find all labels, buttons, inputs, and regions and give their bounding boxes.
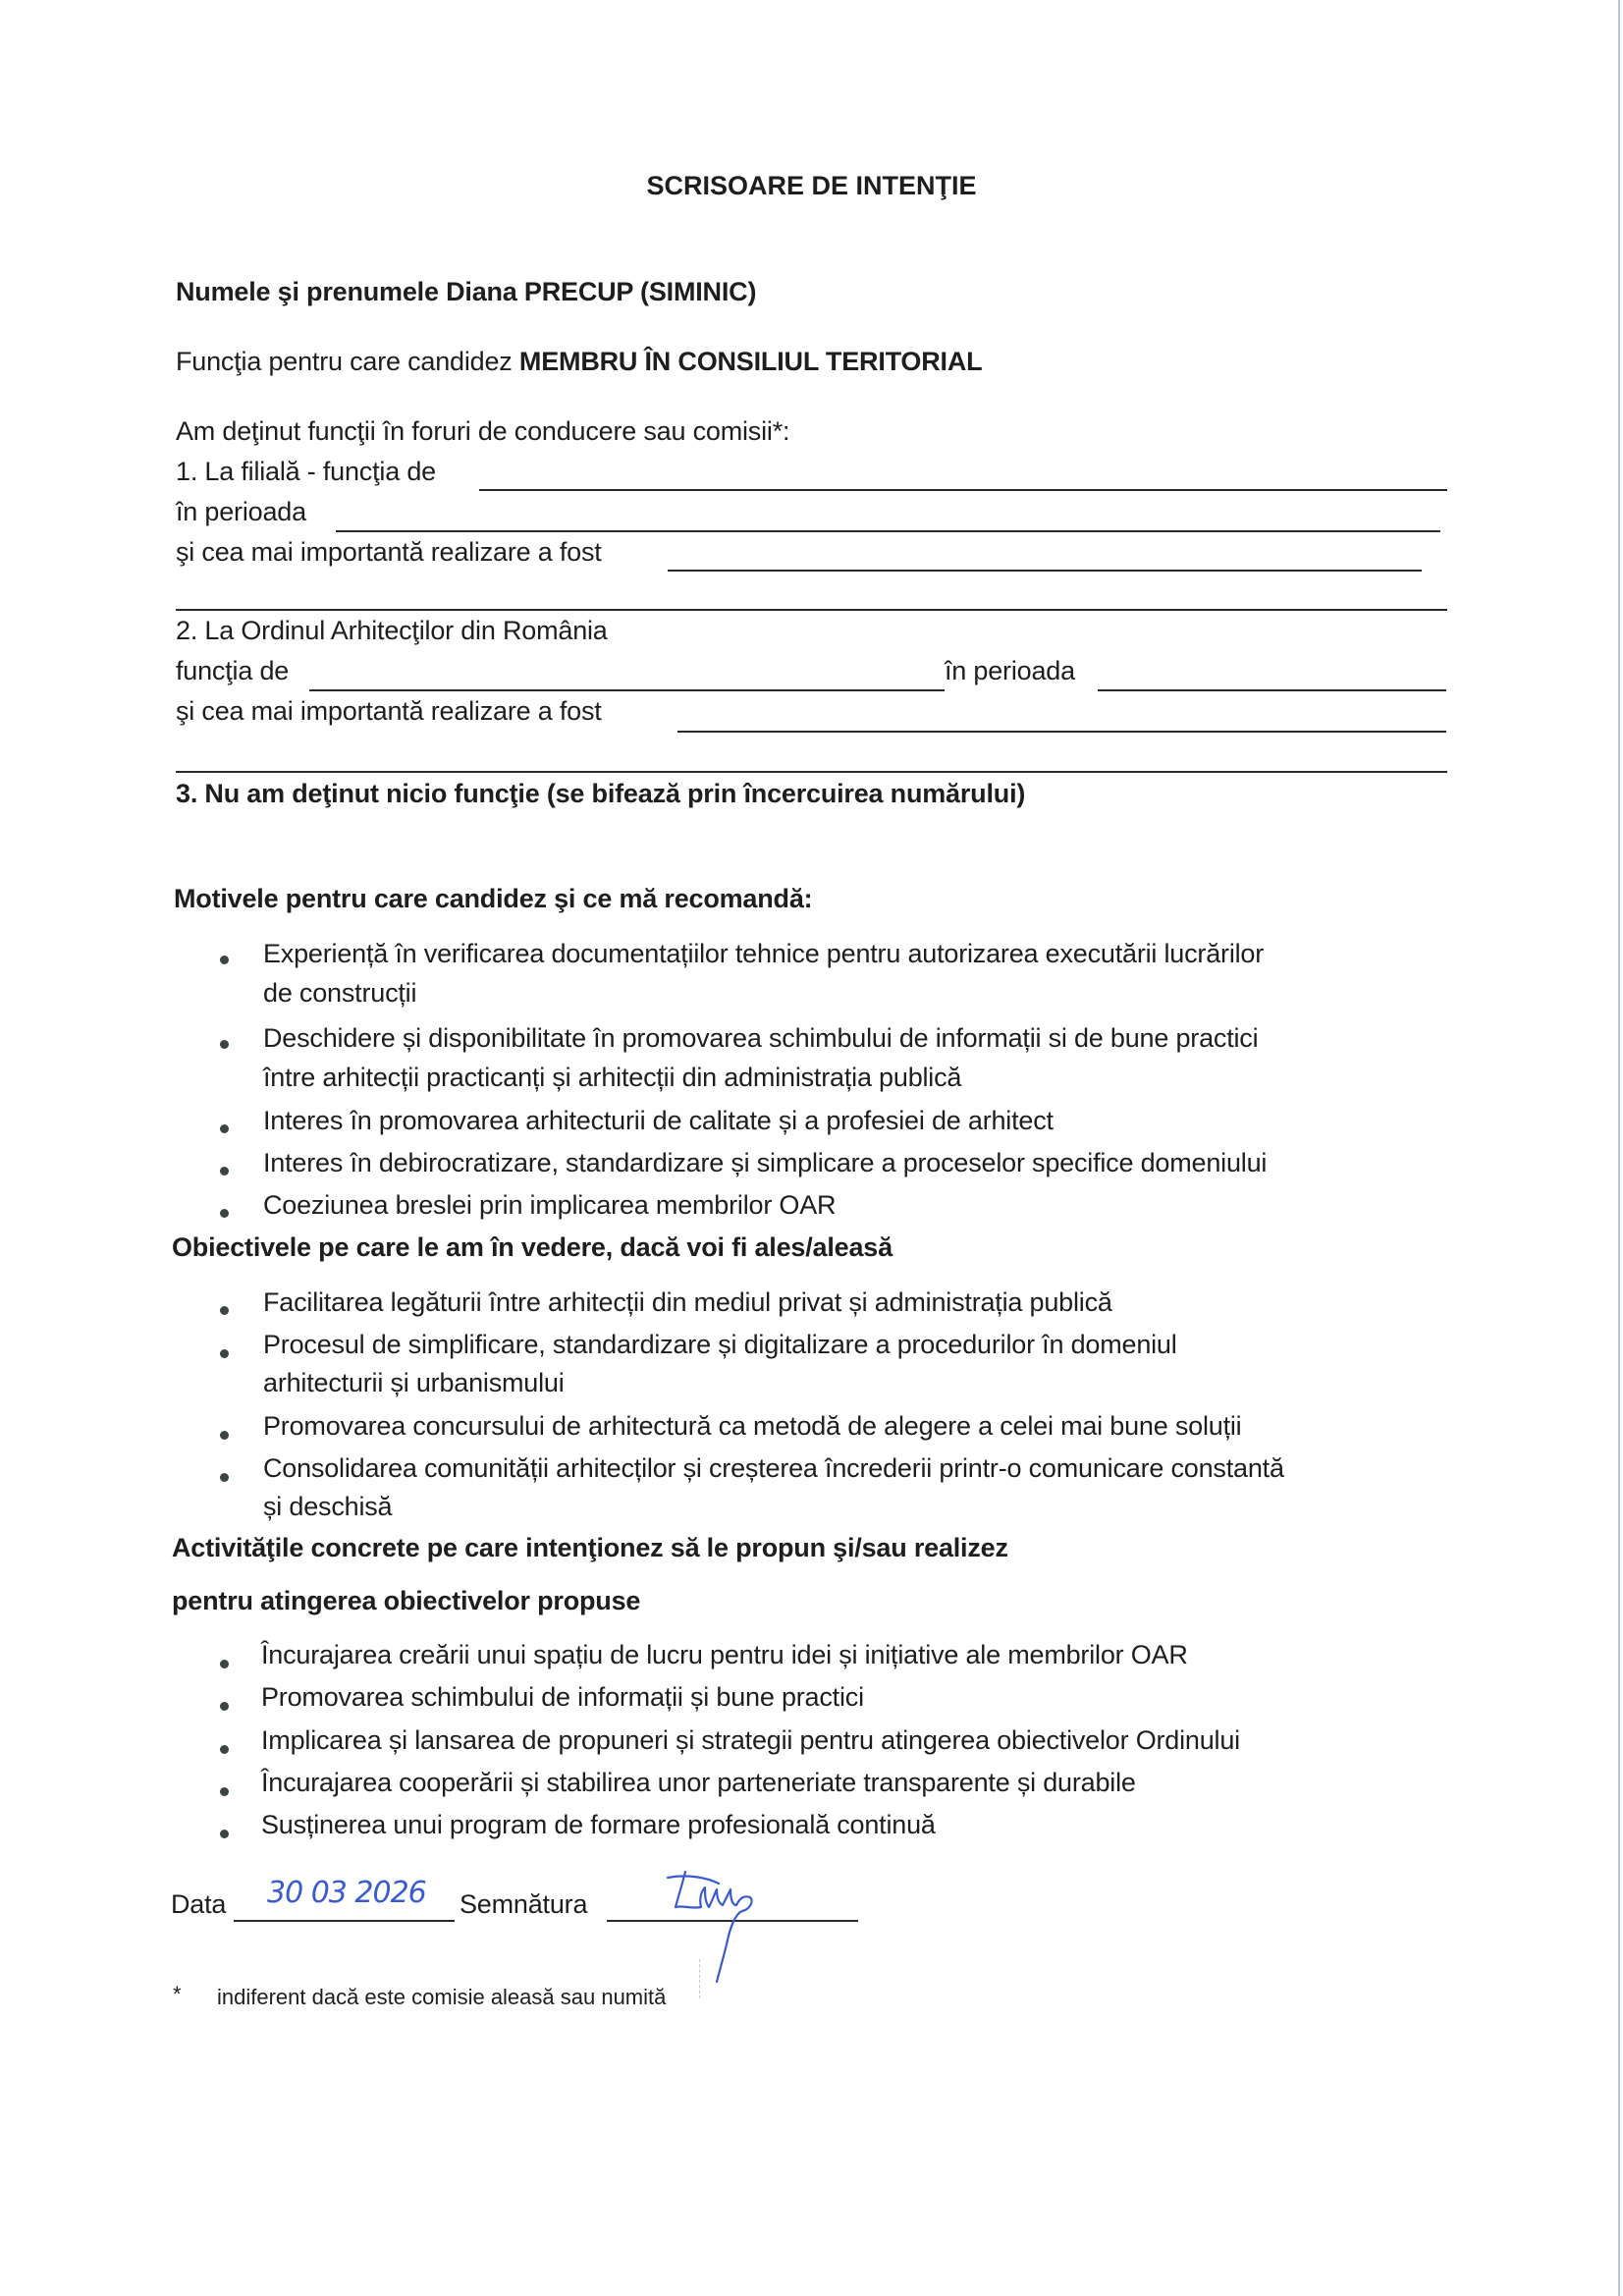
- bullet-icon: [220, 1124, 229, 1133]
- date-field[interactable]: [234, 1920, 455, 1922]
- motive-item-cont: între arhitecții practicanți și arhitecții din administrația publică: [263, 1063, 962, 1092]
- function-line: [176, 347, 982, 377]
- objective-item: Procesul de simplificare, standardizare și digitalizare a procedurilor în domeniul: [263, 1330, 1177, 1359]
- objective-item: Consolidarea comunității arhitecților și creșterea încrederii printr-o comunicare constantă: [263, 1453, 1284, 1483]
- function-value: MEMBRU ÎN CONSILIUL TERITORIAL: [518, 347, 983, 376]
- motive-item: Experiență în verificarea documentațiilor tehnice pentru autorizarea executării lucrărilor: [263, 939, 1265, 968]
- bullet-icon: [220, 1787, 229, 1796]
- motive-item: Interes în debirocratizare, standardizare și simplicare a proceselor specifice domeniului: [263, 1148, 1268, 1177]
- bullet-icon: [220, 1040, 229, 1049]
- objective-item: Facilitarea legăturii între arhitecții din mediul privat și administrația publică: [263, 1287, 1112, 1317]
- name-line: Numele şi prenumele Diana PRECUP (SIMINIC): [176, 277, 757, 306]
- document-title: SCRISOARE DE INTENŢIE: [646, 171, 977, 200]
- bullet-icon: [220, 1702, 229, 1711]
- section2-period-field[interactable]: [1098, 689, 1446, 691]
- section2-achievement-field[interactable]: [677, 731, 1446, 733]
- section1-period-field[interactable]: [336, 530, 1440, 532]
- section2-function-label: funcţia de: [176, 656, 290, 685]
- section1-function-field[interactable]: [479, 489, 1447, 491]
- held-positions-intro: Am deţinut funcţii în foruri de conducere sau comisii*:: [176, 416, 790, 446]
- scan-artifact: [699, 1959, 700, 1998]
- section1-period-label: în perioada: [176, 497, 306, 526]
- section1-achievement-field[interactable]: [668, 570, 1422, 572]
- activity-item: Promovarea schimbului de informații și bune practici: [261, 1682, 864, 1712]
- section2-heading: 2. La Ordinul Arhitecţilor din România: [176, 616, 608, 645]
- date-label: Data: [171, 1889, 227, 1919]
- section1-function-label: 1. La filială - funcţia de: [176, 457, 436, 486]
- activity-item: Încurajarea creării unui spațiu de lucru pentru idei și inițiative ale membrilor OAR: [261, 1640, 1188, 1669]
- bullet-icon: [220, 1209, 229, 1218]
- activities-heading-cont: pentru atingerea obiectivelor propuse: [172, 1586, 641, 1615]
- bullet-icon: [220, 1830, 229, 1838]
- motive-item-cont: de construcții: [263, 978, 417, 1008]
- bullet-icon: [220, 1660, 229, 1668]
- motives-heading: Motivele pentru care candidez şi ce mă recomandă:: [174, 884, 813, 913]
- function-label: Funcţia pentru care candidez: [176, 347, 519, 376]
- bullet-icon: [220, 1431, 229, 1440]
- bullet-icon: [220, 1745, 229, 1754]
- activity-item: Încurajarea cooperării și stabilirea unor parteneriate transparente și durabile: [261, 1768, 1136, 1797]
- date-value[interactable]: 30 03 2026: [267, 1876, 426, 1910]
- page-edge: [1618, 0, 1620, 2296]
- motive-item: Deschidere și disponibilitate în promovarea schimbului de informații si de bune practici: [263, 1023, 1259, 1053]
- section2-period-label: în perioada: [945, 656, 1075, 685]
- signature-label: Semnătura: [460, 1889, 588, 1919]
- section1-achievement-field-cont[interactable]: [176, 609, 1447, 611]
- activity-item: Susținerea unui program de formare profesională continuă: [261, 1810, 936, 1839]
- objective-item: Promovarea concursului de arhitectură ca metodă de alegere a celei mai bune soluții: [263, 1411, 1242, 1441]
- objective-item-cont: arhitecturii și urbanismului: [263, 1368, 565, 1397]
- bullet-icon: [220, 956, 229, 964]
- bullet-icon: [220, 1349, 229, 1358]
- objective-item-cont: și deschisă: [263, 1492, 393, 1521]
- section2-function-field[interactable]: [309, 689, 945, 691]
- bullet-icon: [220, 1306, 229, 1315]
- activities-heading: Activităţile concrete pe care intenţionez să le propun şi/sau realizez: [172, 1533, 1008, 1562]
- activity-item: Implicarea și lansarea de propuneri și strategii pentru atingerea obiectivelor Ordinului: [261, 1725, 1240, 1755]
- section3-no-function[interactable]: 3. Nu am deţinut nicio funcţie (se bifează prin încercuirea numărului): [176, 779, 1026, 808]
- motive-item: Interes în promovarea arhitecturii de calitate și a profesiei de arhitect: [263, 1106, 1054, 1135]
- bullet-icon: [220, 1167, 229, 1175]
- section1-achievement-label: şi cea mai importantă realizare a fost: [176, 537, 602, 567]
- footnote-text: indiferent dacă este comisie aleasă sau numită: [217, 1985, 667, 2009]
- handwritten-signature: [658, 1866, 795, 1994]
- motive-item: Coeziunea breslei prin implicarea membrilor OAR: [263, 1190, 837, 1220]
- objectives-heading: Obiectivele pe care le am în vedere, dacă voi fi ales/aleasă: [172, 1232, 893, 1262]
- bullet-icon: [220, 1473, 229, 1482]
- footnote-marker: *: [173, 1982, 182, 2006]
- section2-achievement-label: şi cea mai importantă realizare a fost: [176, 696, 602, 726]
- section2-achievement-field-cont[interactable]: [176, 771, 1447, 773]
